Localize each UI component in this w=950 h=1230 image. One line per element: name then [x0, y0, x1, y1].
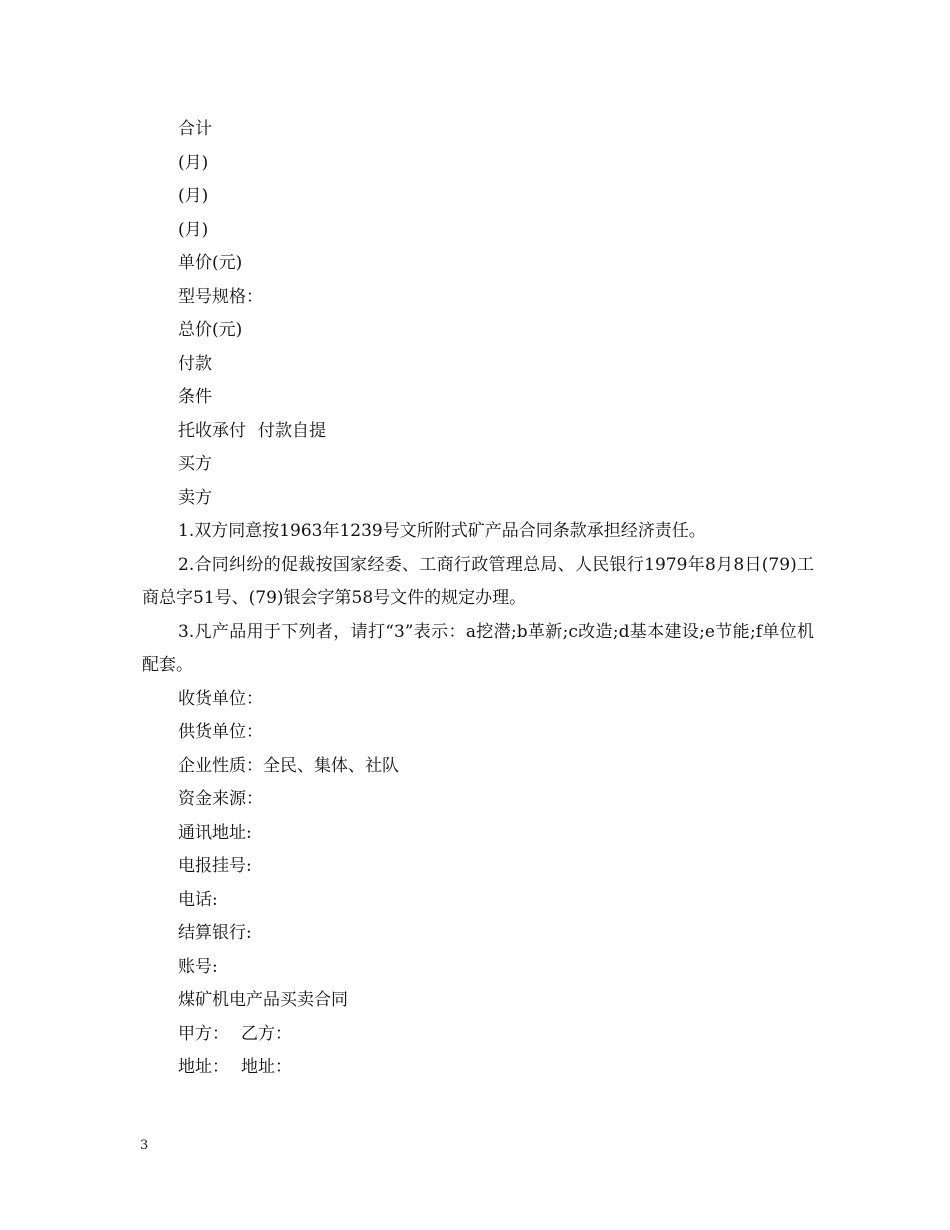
text-line-model-spec: 型号规格：: [178, 286, 263, 307]
text-line-mailing-address: 通讯地址:: [178, 822, 252, 843]
address-b-label: 地址：: [241, 1057, 292, 1077]
text-line-bank: 结算银行:: [178, 923, 252, 943]
party-a-label: 甲方：: [178, 1023, 229, 1044]
text-line-enterprise-type: 企业性质：全民、集体、社队: [178, 755, 399, 776]
page-number: 3: [140, 1138, 149, 1153]
payment-method-collection: 托收承付: [178, 420, 246, 441]
address-a-label: 地址：: [178, 1057, 229, 1077]
clause-3: 3.凡产品用于下列者，请打“3”表示：a挖潜;b革新;c改造;d基本建设;e节能;f单位机配套。: [142, 621, 814, 675]
payment-method-self-pickup: 付款自提: [258, 420, 326, 441]
document-title: 煤矿机电产品买卖合同: [178, 990, 348, 1010]
text-line-fund-source: 资金来源：: [178, 789, 263, 809]
text-line-buyer: 买方: [178, 454, 212, 474]
text-line-payment-methods: [142, 415, 814, 449]
text-line-total-price: 总价(元): [178, 320, 243, 340]
text-line-receiving-unit: 收货单位：: [178, 688, 263, 709]
text-line-seller: 卖方: [178, 487, 212, 508]
text-line-addresses: [142, 1051, 814, 1085]
text-line-unit-price: 单价(元): [178, 253, 243, 273]
clause-2: 2.合同纠纷的促裁按国家经委、工商行政管理总局、人民银行1979年8月8日(79)工商总字51号、(79)银会字第58号文件的规定办理。: [142, 554, 814, 608]
text-line-month-1: (月): [178, 152, 209, 173]
document-body: [142, 113, 814, 1085]
text-line-parties: [142, 1018, 814, 1052]
text-line-payment: 付款: [178, 353, 212, 374]
party-b-label: 乙方：: [241, 1023, 292, 1044]
text-line-conditions: 条件: [178, 387, 212, 407]
text-line-total: 合计: [178, 119, 212, 139]
text-line-telegram: 电报挂号:: [178, 856, 252, 876]
text-line-month-2: (月): [178, 186, 209, 206]
text-line-supplying-unit: 供货单位：: [178, 722, 263, 742]
text-line-account: 账号:: [178, 956, 218, 977]
clause-1: 1.双方同意按1963年1239号文所附式矿产品合同条款承担经济责任。: [178, 521, 706, 541]
text-line-phone: 电话:: [178, 889, 218, 910]
text-line-month-3: (月): [178, 219, 209, 240]
